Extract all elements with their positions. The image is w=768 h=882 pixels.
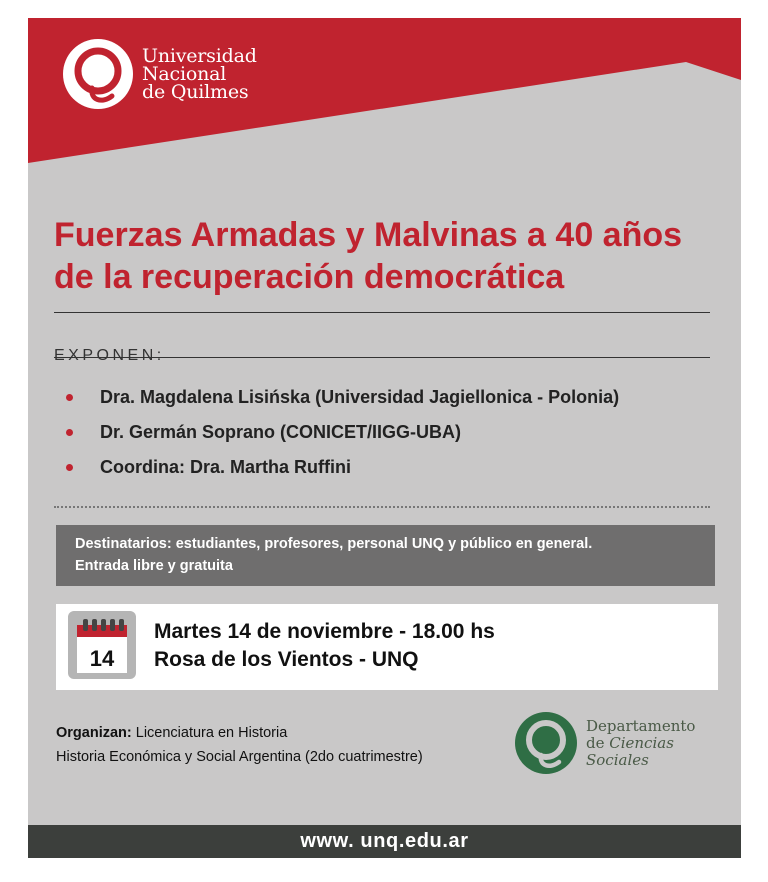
dotted-divider xyxy=(54,506,710,508)
calendar-icon xyxy=(68,611,136,679)
speaker-text: Dra. Magdalena Lisińska (Universidad Jagiellonica - Polonia) xyxy=(100,387,620,407)
poster xyxy=(28,18,741,858)
calendar-day: 14 xyxy=(89,646,115,671)
university-name-line: de Quilmes xyxy=(142,81,249,103)
unq-q-logo-icon xyxy=(514,711,578,775)
organizers xyxy=(56,721,423,769)
audience-line: Entrada libre y gratuita xyxy=(75,558,233,574)
unq-q-logo-icon xyxy=(62,38,134,110)
department-name-line: Sociales xyxy=(586,750,649,769)
event-title xyxy=(54,214,724,298)
divider xyxy=(54,357,710,358)
speakers-list xyxy=(66,382,619,487)
event-title-line: Fuerzas Armadas y Malvinas a 40 años xyxy=(54,216,683,254)
department-name xyxy=(586,718,695,769)
event-details xyxy=(56,604,718,690)
speaker-text: Coordina: Dra. Martha Ruffini xyxy=(100,457,351,477)
organizers-line2: Historia Económica y Social Argentina (2do cuatrimestre) xyxy=(56,749,423,765)
speaker-item xyxy=(66,382,619,417)
footer-url[interactable]: www. unq.edu.ar xyxy=(28,825,741,858)
audience-box xyxy=(56,525,715,586)
department-name-line: Departamento xyxy=(586,716,696,735)
department-name-italic: Ciencias xyxy=(609,733,674,752)
divider xyxy=(54,312,710,313)
organizers-line1: Licenciatura en Historia xyxy=(131,725,288,741)
event-text xyxy=(154,618,495,674)
university-logo xyxy=(62,38,257,110)
university-name-line: Nacional xyxy=(142,63,227,85)
audience-line: Destinatarios: estudiantes, profesores, personal UNQ y público en general. xyxy=(75,536,593,552)
organizers-label: Organizan: xyxy=(56,725,132,741)
speaker-item xyxy=(66,417,619,452)
university-name xyxy=(142,47,257,101)
bullet-icon xyxy=(66,394,73,401)
university-name-line: Universidad xyxy=(142,45,257,67)
bullet-icon xyxy=(66,464,73,471)
speaker-text: Dr. Germán Soprano (CONICET/IIGG-UBA) xyxy=(100,422,462,442)
speakers-heading: EXPONEN: xyxy=(54,347,165,364)
bullet-icon xyxy=(66,429,73,436)
department-logo xyxy=(514,711,695,775)
event-venue: Rosa de los Vientos - UNQ xyxy=(154,648,419,671)
event-title-line: de la recuperación democrática xyxy=(54,258,565,296)
event-date-time: Martes 14 de noviembre - 18.00 hs xyxy=(154,620,495,643)
department-name-prefix: de xyxy=(586,733,610,752)
speaker-item xyxy=(66,452,619,487)
